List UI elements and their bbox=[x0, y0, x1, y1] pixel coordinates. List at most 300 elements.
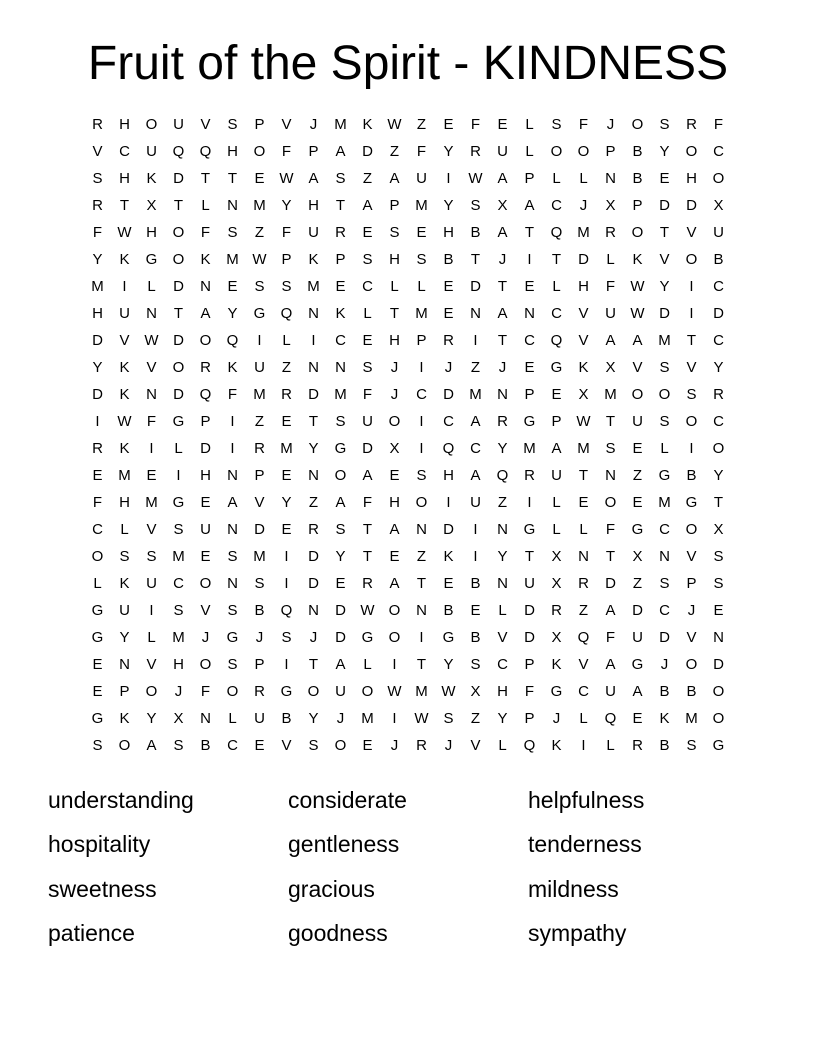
grid-letter[interactable]: A bbox=[605, 332, 616, 349]
grid-letter[interactable]: U bbox=[146, 575, 157, 592]
grid-letter[interactable]: P bbox=[281, 251, 292, 268]
grid-letter[interactable]: S bbox=[551, 116, 562, 133]
grid-letter[interactable]: X bbox=[173, 710, 184, 727]
grid-letter[interactable]: F bbox=[605, 521, 616, 538]
grid-letter[interactable]: Z bbox=[416, 548, 427, 565]
grid-letter[interactable]: T bbox=[389, 305, 400, 322]
grid-letter[interactable]: L bbox=[417, 278, 426, 295]
grid-letter[interactable]: L bbox=[120, 521, 129, 538]
grid-letter[interactable]: T bbox=[551, 251, 562, 268]
grid-letter[interactable]: G bbox=[442, 629, 455, 646]
grid-letter[interactable]: Q bbox=[604, 710, 617, 727]
grid-letter[interactable]: G bbox=[631, 656, 644, 673]
grid-letter[interactable]: L bbox=[579, 521, 588, 538]
grid-letter[interactable]: R bbox=[578, 575, 589, 592]
grid-letter[interactable]: T bbox=[119, 197, 130, 214]
grid-letter[interactable]: P bbox=[200, 413, 211, 430]
grid-letter[interactable]: D bbox=[659, 305, 670, 322]
grid-letter[interactable]: X bbox=[605, 359, 616, 376]
grid-letter[interactable]: G bbox=[91, 602, 104, 619]
grid-letter[interactable]: R bbox=[254, 683, 265, 700]
grid-letter[interactable]: K bbox=[632, 251, 643, 268]
grid-letter[interactable]: X bbox=[551, 548, 562, 565]
grid-letter[interactable]: D bbox=[308, 575, 319, 592]
grid-letter[interactable]: E bbox=[362, 737, 373, 754]
grid-letter[interactable]: Y bbox=[713, 467, 724, 484]
grid-letter[interactable]: N bbox=[227, 467, 238, 484]
grid-letter[interactable]: C bbox=[92, 521, 103, 538]
grid-letter[interactable]: A bbox=[605, 656, 616, 673]
grid-letter[interactable]: C bbox=[173, 575, 184, 592]
grid-letter[interactable]: Y bbox=[227, 305, 238, 322]
grid-letter[interactable]: Z bbox=[470, 359, 481, 376]
grid-letter[interactable]: N bbox=[119, 656, 130, 673]
grid-letter[interactable]: E bbox=[443, 575, 454, 592]
grid-letter[interactable]: O bbox=[712, 683, 725, 700]
grid-letter[interactable]: Q bbox=[280, 602, 293, 619]
grid-letter[interactable]: C bbox=[659, 521, 670, 538]
grid-letter[interactable]: O bbox=[172, 359, 185, 376]
grid-letter[interactable]: S bbox=[92, 737, 103, 754]
grid-letter[interactable]: C bbox=[713, 332, 724, 349]
grid-letter[interactable]: P bbox=[524, 386, 535, 403]
grid-letter[interactable]: Q bbox=[199, 143, 212, 160]
grid-letter[interactable]: M bbox=[415, 197, 428, 214]
grid-letter[interactable]: Q bbox=[280, 305, 293, 322]
grid-letter[interactable]: E bbox=[227, 278, 238, 295]
grid-letter[interactable]: L bbox=[201, 197, 210, 214]
grid-letter[interactable]: M bbox=[415, 305, 428, 322]
grid-letter[interactable]: M bbox=[334, 116, 347, 133]
grid-letter[interactable]: A bbox=[335, 494, 346, 511]
grid-letter[interactable]: U bbox=[524, 575, 535, 592]
grid-letter[interactable]: W bbox=[117, 413, 132, 430]
grid-letter[interactable]: G bbox=[145, 251, 158, 268]
grid-letter[interactable]: D bbox=[632, 602, 643, 619]
grid-letter[interactable]: N bbox=[470, 305, 481, 322]
grid-letter[interactable]: T bbox=[308, 656, 319, 673]
grid-letter[interactable]: B bbox=[254, 602, 265, 619]
grid-letter[interactable]: Z bbox=[281, 359, 292, 376]
grid-letter[interactable]: Y bbox=[443, 143, 454, 160]
grid-letter[interactable]: K bbox=[119, 251, 130, 268]
grid-letter[interactable]: F bbox=[227, 386, 238, 403]
grid-letter[interactable]: D bbox=[659, 197, 670, 214]
grid-letter[interactable]: O bbox=[685, 656, 698, 673]
grid-letter[interactable]: E bbox=[92, 467, 103, 484]
grid-letter[interactable]: E bbox=[92, 683, 103, 700]
grid-letter[interactable]: P bbox=[605, 143, 616, 160]
grid-letter[interactable]: S bbox=[416, 251, 427, 268]
grid-letter[interactable]: Y bbox=[443, 197, 454, 214]
grid-letter[interactable]: Q bbox=[199, 386, 212, 403]
grid-letter[interactable]: K bbox=[659, 710, 670, 727]
grid-letter[interactable]: V bbox=[686, 224, 697, 241]
grid-letter[interactable]: L bbox=[660, 440, 669, 457]
grid-letter[interactable]: A bbox=[632, 332, 643, 349]
grid-letter[interactable]: S bbox=[470, 656, 481, 673]
grid-letter[interactable]: C bbox=[470, 440, 481, 457]
grid-letter[interactable]: S bbox=[119, 548, 130, 565]
grid-letter[interactable]: H bbox=[443, 224, 454, 241]
grid-letter[interactable]: P bbox=[686, 575, 697, 592]
grid-letter[interactable]: K bbox=[578, 359, 589, 376]
grid-letter[interactable]: D bbox=[254, 521, 265, 538]
grid-letter[interactable]: S bbox=[659, 359, 670, 376]
grid-letter[interactable]: E bbox=[281, 521, 292, 538]
grid-letter[interactable]: F bbox=[470, 116, 481, 133]
grid-letter[interactable]: T bbox=[470, 251, 481, 268]
grid-letter[interactable]: F bbox=[200, 683, 211, 700]
grid-letter[interactable]: H bbox=[119, 494, 130, 511]
grid-letter[interactable]: J bbox=[201, 629, 210, 646]
grid-letter[interactable]: C bbox=[524, 332, 535, 349]
grid-letter[interactable]: X bbox=[605, 197, 616, 214]
grid-letter[interactable]: D bbox=[713, 305, 724, 322]
grid-letter[interactable]: T bbox=[362, 548, 373, 565]
grid-letter[interactable]: B bbox=[659, 683, 670, 700]
grid-letter[interactable]: O bbox=[199, 656, 212, 673]
grid-letter[interactable]: Q bbox=[550, 224, 563, 241]
grid-letter[interactable]: V bbox=[632, 359, 643, 376]
grid-letter[interactable]: I bbox=[149, 602, 154, 619]
grid-letter[interactable]: M bbox=[172, 548, 185, 565]
grid-letter[interactable]: L bbox=[606, 737, 615, 754]
grid-letter[interactable]: T bbox=[497, 332, 508, 349]
grid-letter[interactable]: E bbox=[497, 116, 508, 133]
grid-letter[interactable]: M bbox=[469, 386, 482, 403]
grid-letter[interactable]: B bbox=[632, 170, 643, 187]
grid-letter[interactable]: H bbox=[497, 683, 508, 700]
grid-letter[interactable]: L bbox=[147, 278, 156, 295]
grid-letter[interactable]: V bbox=[659, 251, 670, 268]
grid-letter[interactable]: E bbox=[713, 602, 724, 619]
grid-letter[interactable]: N bbox=[146, 305, 157, 322]
grid-letter[interactable]: X bbox=[551, 575, 562, 592]
grid-letter[interactable]: B bbox=[200, 737, 211, 754]
grid-letter[interactable]: E bbox=[200, 548, 211, 565]
grid-letter[interactable]: G bbox=[550, 683, 563, 700]
grid-letter[interactable]: V bbox=[686, 359, 697, 376]
grid-letter[interactable]: S bbox=[605, 440, 616, 457]
grid-letter[interactable]: Q bbox=[172, 143, 185, 160]
grid-letter[interactable]: O bbox=[172, 251, 185, 268]
grid-letter[interactable]: N bbox=[308, 467, 319, 484]
grid-letter[interactable]: O bbox=[658, 386, 671, 403]
grid-letter[interactable]: J bbox=[444, 359, 453, 376]
grid-letter[interactable]: E bbox=[524, 359, 535, 376]
grid-letter[interactable]: E bbox=[362, 224, 373, 241]
grid-letter[interactable]: S bbox=[335, 413, 346, 430]
grid-letter[interactable]: N bbox=[227, 575, 238, 592]
grid-letter[interactable]: N bbox=[308, 602, 319, 619]
grid-letter[interactable]: I bbox=[176, 467, 181, 484]
grid-letter[interactable]: I bbox=[230, 413, 235, 430]
grid-letter[interactable]: D bbox=[443, 521, 454, 538]
grid-letter[interactable]: T bbox=[308, 413, 319, 430]
grid-letter[interactable]: C bbox=[659, 602, 670, 619]
grid-letter[interactable]: L bbox=[579, 170, 588, 187]
grid-letter[interactable]: N bbox=[308, 305, 319, 322]
grid-letter[interactable]: C bbox=[443, 413, 454, 430]
grid-letter[interactable]: T bbox=[497, 278, 508, 295]
grid-letter[interactable]: R bbox=[497, 413, 508, 430]
grid-letter[interactable]: K bbox=[119, 440, 130, 457]
grid-letter[interactable]: P bbox=[254, 656, 265, 673]
grid-letter[interactable]: M bbox=[685, 710, 698, 727]
grid-letter[interactable]: A bbox=[362, 197, 373, 214]
grid-letter[interactable]: U bbox=[173, 116, 184, 133]
grid-letter[interactable]: O bbox=[172, 224, 185, 241]
grid-letter[interactable]: U bbox=[254, 710, 265, 727]
grid-letter[interactable]: W bbox=[387, 683, 402, 700]
grid-letter[interactable]: A bbox=[335, 143, 346, 160]
grid-letter[interactable]: J bbox=[390, 359, 399, 376]
grid-letter[interactable]: B bbox=[713, 251, 724, 268]
grid-letter[interactable]: E bbox=[254, 170, 265, 187]
grid-letter[interactable]: T bbox=[686, 332, 697, 349]
grid-letter[interactable]: G bbox=[523, 521, 536, 538]
grid-letter[interactable]: Z bbox=[254, 224, 265, 241]
grid-letter[interactable]: R bbox=[281, 386, 292, 403]
grid-letter[interactable]: O bbox=[253, 143, 266, 160]
grid-letter[interactable]: P bbox=[335, 251, 346, 268]
grid-letter[interactable]: I bbox=[473, 548, 478, 565]
grid-letter[interactable]: H bbox=[443, 467, 454, 484]
grid-letter[interactable]: I bbox=[473, 521, 478, 538]
grid-letter[interactable]: S bbox=[389, 224, 400, 241]
grid-letter[interactable]: U bbox=[335, 683, 346, 700]
grid-letter[interactable]: W bbox=[252, 251, 267, 268]
grid-letter[interactable]: R bbox=[254, 440, 265, 457]
grid-letter[interactable]: K bbox=[146, 170, 157, 187]
grid-letter[interactable]: N bbox=[605, 467, 616, 484]
grid-letter[interactable]: O bbox=[226, 683, 239, 700]
grid-letter[interactable]: Y bbox=[443, 656, 454, 673]
grid-letter[interactable]: G bbox=[91, 629, 104, 646]
grid-letter[interactable]: J bbox=[552, 710, 561, 727]
grid-letter[interactable]: T bbox=[659, 224, 670, 241]
grid-letter[interactable]: I bbox=[284, 656, 289, 673]
grid-letter[interactable]: V bbox=[470, 737, 481, 754]
grid-letter[interactable]: L bbox=[363, 305, 372, 322]
grid-letter[interactable]: Q bbox=[496, 467, 509, 484]
grid-letter[interactable]: U bbox=[551, 467, 562, 484]
grid-letter[interactable]: V bbox=[281, 737, 292, 754]
grid-letter[interactable]: Y bbox=[92, 359, 103, 376]
grid-letter[interactable]: O bbox=[199, 332, 212, 349]
grid-letter[interactable]: V bbox=[578, 332, 589, 349]
grid-letter[interactable]: A bbox=[200, 305, 211, 322]
grid-letter[interactable]: R bbox=[470, 143, 481, 160]
grid-letter[interactable]: U bbox=[200, 521, 211, 538]
grid-letter[interactable]: E bbox=[335, 278, 346, 295]
grid-letter[interactable]: Q bbox=[523, 737, 536, 754]
grid-letter[interactable]: A bbox=[335, 656, 346, 673]
grid-letter[interactable]: J bbox=[390, 386, 399, 403]
grid-letter[interactable]: Y bbox=[281, 197, 292, 214]
grid-letter[interactable]: S bbox=[227, 116, 238, 133]
grid-letter[interactable]: E bbox=[443, 116, 454, 133]
letter-grid[interactable] bbox=[84, 111, 732, 759]
grid-letter[interactable]: P bbox=[524, 710, 535, 727]
grid-letter[interactable]: O bbox=[199, 575, 212, 592]
grid-letter[interactable]: C bbox=[416, 386, 427, 403]
grid-letter[interactable]: U bbox=[713, 224, 724, 241]
grid-letter[interactable]: W bbox=[576, 413, 591, 430]
grid-letter[interactable]: Q bbox=[442, 440, 455, 457]
grid-letter[interactable]: O bbox=[712, 170, 725, 187]
grid-letter[interactable]: J bbox=[687, 602, 696, 619]
grid-letter[interactable]: Y bbox=[497, 710, 508, 727]
grid-letter[interactable]: G bbox=[550, 359, 563, 376]
grid-letter[interactable]: U bbox=[119, 305, 130, 322]
grid-letter[interactable]: M bbox=[361, 710, 374, 727]
grid-letter[interactable]: M bbox=[415, 683, 428, 700]
grid-letter[interactable]: S bbox=[686, 737, 697, 754]
grid-letter[interactable]: M bbox=[145, 494, 158, 511]
grid-letter[interactable]: D bbox=[713, 656, 724, 673]
grid-letter[interactable]: Y bbox=[659, 143, 670, 160]
grid-letter[interactable]: M bbox=[91, 278, 104, 295]
grid-letter[interactable]: O bbox=[118, 737, 131, 754]
grid-letter[interactable]: K bbox=[362, 116, 373, 133]
grid-letter[interactable]: M bbox=[226, 251, 239, 268]
grid-letter[interactable]: I bbox=[284, 575, 289, 592]
grid-letter[interactable]: P bbox=[308, 143, 319, 160]
grid-letter[interactable]: J bbox=[579, 197, 588, 214]
grid-letter[interactable]: A bbox=[308, 170, 319, 187]
grid-letter[interactable]: B bbox=[443, 251, 454, 268]
grid-letter[interactable]: R bbox=[200, 359, 211, 376]
grid-letter[interactable]: G bbox=[172, 494, 185, 511]
grid-letter[interactable]: V bbox=[200, 116, 211, 133]
grid-letter[interactable]: V bbox=[92, 143, 103, 160]
grid-letter[interactable]: N bbox=[200, 278, 211, 295]
grid-letter[interactable]: E bbox=[632, 494, 643, 511]
grid-letter[interactable]: F bbox=[281, 224, 292, 241]
grid-letter[interactable]: M bbox=[253, 386, 266, 403]
grid-letter[interactable]: S bbox=[713, 575, 724, 592]
grid-letter[interactable]: J bbox=[336, 710, 345, 727]
grid-letter[interactable]: J bbox=[174, 683, 183, 700]
grid-letter[interactable]: D bbox=[335, 629, 346, 646]
grid-letter[interactable]: F bbox=[605, 629, 616, 646]
grid-letter[interactable]: N bbox=[416, 521, 427, 538]
grid-letter[interactable]: L bbox=[498, 602, 507, 619]
grid-letter[interactable]: R bbox=[335, 224, 346, 241]
grid-letter[interactable]: I bbox=[446, 170, 451, 187]
grid-letter[interactable]: R bbox=[416, 737, 427, 754]
grid-letter[interactable]: L bbox=[552, 494, 561, 511]
grid-letter[interactable]: O bbox=[388, 413, 401, 430]
grid-letter[interactable]: O bbox=[685, 413, 698, 430]
grid-letter[interactable]: Q bbox=[577, 629, 590, 646]
grid-letter[interactable]: S bbox=[362, 251, 373, 268]
grid-letter[interactable]: N bbox=[335, 359, 346, 376]
grid-letter[interactable]: J bbox=[390, 737, 399, 754]
grid-letter[interactable]: S bbox=[227, 224, 238, 241]
grid-letter[interactable]: K bbox=[200, 251, 211, 268]
grid-letter[interactable]: S bbox=[686, 386, 697, 403]
grid-letter[interactable]: O bbox=[388, 629, 401, 646]
grid-letter[interactable]: E bbox=[362, 332, 373, 349]
grid-letter[interactable]: H bbox=[119, 170, 130, 187]
grid-letter[interactable]: W bbox=[441, 683, 456, 700]
grid-letter[interactable]: V bbox=[578, 656, 589, 673]
grid-letter[interactable]: V bbox=[119, 332, 130, 349]
grid-letter[interactable]: S bbox=[362, 359, 373, 376]
grid-letter[interactable]: F bbox=[200, 224, 211, 241]
grid-letter[interactable]: T bbox=[524, 548, 535, 565]
grid-letter[interactable]: O bbox=[334, 737, 347, 754]
grid-letter[interactable]: M bbox=[577, 440, 590, 457]
grid-letter[interactable]: V bbox=[497, 629, 508, 646]
grid-letter[interactable]: D bbox=[92, 386, 103, 403]
grid-letter[interactable]: I bbox=[527, 494, 532, 511]
grid-letter[interactable]: Z bbox=[362, 170, 373, 187]
grid-letter[interactable]: I bbox=[149, 440, 154, 457]
grid-letter[interactable]: I bbox=[392, 710, 397, 727]
grid-letter[interactable]: P bbox=[524, 656, 535, 673]
grid-letter[interactable]: U bbox=[632, 413, 643, 430]
grid-letter[interactable]: S bbox=[443, 710, 454, 727]
grid-letter[interactable]: J bbox=[660, 656, 669, 673]
grid-letter[interactable]: B bbox=[686, 683, 697, 700]
grid-letter[interactable]: M bbox=[658, 332, 671, 349]
grid-letter[interactable]: H bbox=[119, 116, 130, 133]
grid-letter[interactable]: L bbox=[174, 440, 183, 457]
grid-letter[interactable]: S bbox=[659, 575, 670, 592]
grid-letter[interactable]: D bbox=[578, 251, 589, 268]
grid-letter[interactable]: U bbox=[605, 683, 616, 700]
grid-letter[interactable]: A bbox=[605, 602, 616, 619]
grid-letter[interactable]: L bbox=[552, 278, 561, 295]
grid-letter[interactable]: O bbox=[577, 143, 590, 160]
grid-letter[interactable]: I bbox=[689, 278, 694, 295]
grid-letter[interactable]: F bbox=[281, 143, 292, 160]
grid-letter[interactable]: S bbox=[254, 575, 265, 592]
grid-letter[interactable]: F bbox=[362, 494, 373, 511]
grid-letter[interactable]: E bbox=[659, 170, 670, 187]
grid-letter[interactable]: I bbox=[230, 440, 235, 457]
grid-letter[interactable]: E bbox=[389, 467, 400, 484]
grid-letter[interactable]: U bbox=[308, 224, 319, 241]
grid-letter[interactable]: G bbox=[658, 467, 671, 484]
grid-letter[interactable]: I bbox=[257, 332, 262, 349]
grid-letter[interactable]: I bbox=[392, 656, 397, 673]
grid-letter[interactable]: U bbox=[632, 629, 643, 646]
grid-letter[interactable]: D bbox=[173, 278, 184, 295]
grid-letter[interactable]: A bbox=[497, 224, 508, 241]
grid-letter[interactable]: U bbox=[119, 602, 130, 619]
grid-letter[interactable]: W bbox=[468, 170, 483, 187]
grid-letter[interactable]: D bbox=[335, 602, 346, 619]
grid-letter[interactable]: N bbox=[605, 170, 616, 187]
grid-letter[interactable]: Z bbox=[308, 494, 319, 511]
grid-letter[interactable]: O bbox=[631, 386, 644, 403]
grid-letter[interactable]: K bbox=[308, 251, 319, 268]
grid-letter[interactable]: X bbox=[497, 197, 508, 214]
grid-letter[interactable]: W bbox=[279, 170, 294, 187]
grid-letter[interactable]: P bbox=[254, 116, 265, 133]
grid-letter[interactable]: E bbox=[335, 575, 346, 592]
grid-letter[interactable]: A bbox=[389, 575, 400, 592]
grid-letter[interactable]: D bbox=[173, 332, 184, 349]
grid-letter[interactable]: S bbox=[227, 656, 238, 673]
grid-letter[interactable]: A bbox=[389, 170, 400, 187]
grid-letter[interactable]: L bbox=[363, 656, 372, 673]
